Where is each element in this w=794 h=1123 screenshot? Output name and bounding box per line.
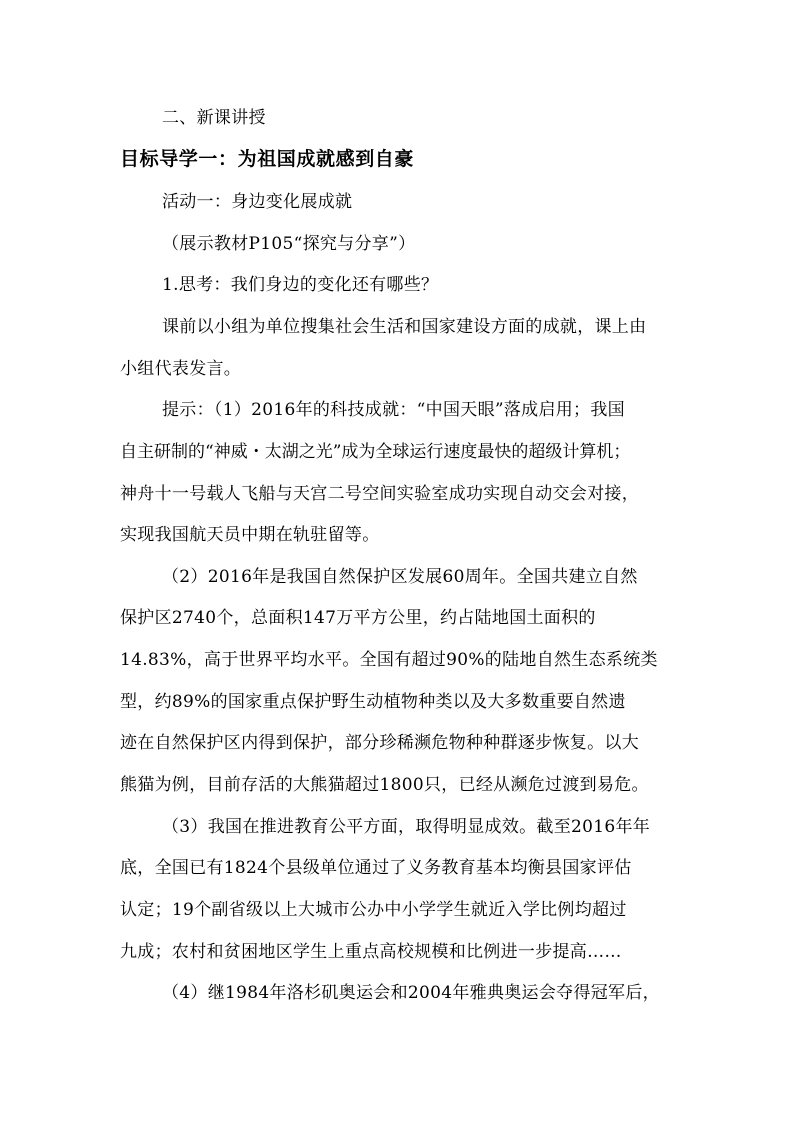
hint-3-line-2: 底，全国已有1824个县级单位通过了义务教育基本均衡县国家评估 <box>120 858 632 878</box>
hint-2-line-1: （2）2016年是我国自然保护区发展60周年。全国共建立自然 <box>162 567 638 587</box>
hint-2-line-6: 熊猫为例，目前存活的大熊猫超过1800只，已经从濒危过渡到易危。 <box>120 775 649 795</box>
hint-2-line-5: 迹在自然保护区内得到保护，部分珍稀濒危物种种群逐步恢复。以大 <box>120 733 639 753</box>
goal-heading: 目标导学一：为祖国成就感到自豪 <box>120 148 415 170</box>
hint-1-line-1: 提示：（1）2016年的科技成就：“中国天眼”落成启用；我国 <box>162 400 625 420</box>
hint-1-line-3: 神舟十一号载人飞船与天宫二号空间实验室成功实现自动交会对接， <box>120 484 639 504</box>
question: 1.思考：我们身边的变化还有哪些？ <box>162 275 439 295</box>
hint-2-line-2: 保护区2740个，总面积147万平方公里，约占陆地国土面积的 <box>120 608 596 628</box>
hint-3-line-4: 九成；农村和贫困地区学生上重点高校规模和比例进一步提高…… <box>120 942 622 962</box>
intro-line-2: 小组代表发言。 <box>120 359 242 379</box>
hint-1-line-4: 实现我国航天员中期在轨驻留等。 <box>120 525 380 545</box>
intro-line-1: 课前以小组为单位搜集社会生活和国家建设方面的成就，课上由 <box>162 317 647 337</box>
hint-3-line-3: 认定；19个副省级以上大城市公办中小学学生就近入学比例均超过 <box>120 900 627 920</box>
hint-1-line-2: 自主研制的“神威・太湖之光”成为全球运行速度最快的超级计算机； <box>120 442 631 462</box>
hint-2-line-3: 14.83%，高于世界平均水平。全国有超过90%的陆地自然生态系统类 <box>120 650 658 670</box>
hint-3-line-1: （3）我国在推进教育公平方面，取得明显成效。截至2016年年 <box>162 817 651 837</box>
section-title: 二、新课讲授 <box>162 108 266 128</box>
material-note: （展示教材P105“探究与分享”） <box>162 234 416 254</box>
hint-4-line-1: （4）继1984年洛杉矶奥运会和2004年雅典奥运会夺得冠军后， <box>162 983 660 1003</box>
hint-2-line-4: 型，约89%的国家重点保护野生动植物种类以及大多数重要自然遗 <box>120 692 626 712</box>
activity-title: 活动一：身边变化展成就 <box>162 192 353 212</box>
